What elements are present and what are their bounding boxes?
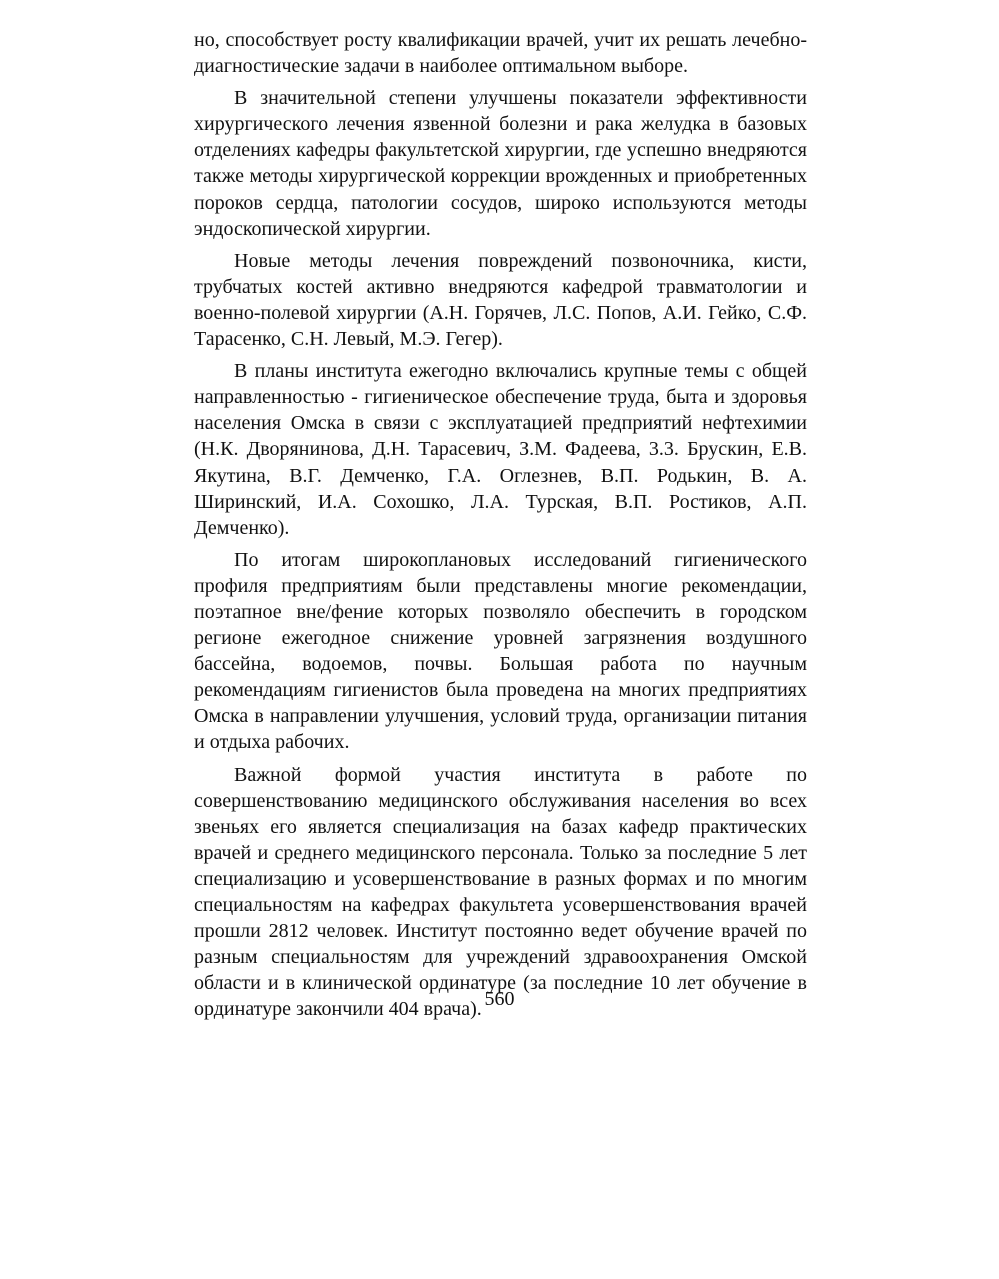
paragraph-recommendations: По итогам широкоплановых исследований гигиенического профиля предприятиям были представлены многие рекомендации, поэтапное вне/фение которых позволяло обеспечить в городском регионе ежегодное снижение уровней загрязнения воздушного бассейна, водоемов, почвы. Большая работа по научным рекомендациям гигиенистов была проведена на многих предприятиях Омска в направлении улучшения, условий труда, организации питания и отдыха рабочих.: [194, 548, 807, 754]
paragraph-continuation: но, способствует росту квалификации врачей, учит их решать лечебно-диагностические задачи в наиболее оптимальном выборе.: [194, 29, 807, 78]
page-number: 560: [484, 988, 515, 1010]
body-text: [194, 27, 807, 1028]
paragraph-specialization: Важной формой участия института в работе по совершенствованию медицинского обслуживания населения во всех звеньях его является специализация на базах кафедр практических врачей и среднего медицинского персонала. Только за последние 5 лет специализацию и усовершенствование в разных формах и по многим специальностям на кафедрах факультета усовершенствования врачей прошли 2812 человек. Институт постоянно ведет обучение врачей по разным специальностям для учреждений здравоохранения Омской области и в клинической ординатуре (за последние 10 лет обучение в ординатуре закончили 404 врача).: [194, 763, 807, 1021]
paragraph-hygiene-themes: В планы института ежегодно включались крупные темы с общей направленностью - гигиеническое обеспечение труда, быта и здоровья населения Омска в связи с эксплуатацией предприятий нефтехимии (Н.К. Дворянинова, Д.Н. Тарасевич, З.М. Фадеева, 3.3. Брускин, Е.В. Якутина, В.Г. Демченко, Г.А. Оглезнев, В.П. Родькин, В. А. Ширинский, И.А. Сохошко, Л.А. Турская, В.П. Ростиков, А.П. Демченко).: [194, 360, 807, 539]
paragraph-surgery-results: В значительной степени улучшены показатели эффективности хирургического лечения язвенной болезни и рака желудка в базовых отделениях кафедры факультетской хирургии, где успешно внедряются также методы хирургической коррекции врожденных и приобретенных пороков сердца, патологии сосудов, широко используются методы эндоскопической хирургии.: [194, 87, 807, 240]
paragraph-traumatology: Новые методы лечения повреждений позвоночника, кисти, трубчатых костей активно внедряются кафедрой травматологии и военно-полевой хирургии (А.Н. Горячев, Л.С. Попов, А.И. Гейко, С.Ф. Тарасенко, С.Н. Левый, М.Э. Гегер).: [194, 249, 807, 351]
